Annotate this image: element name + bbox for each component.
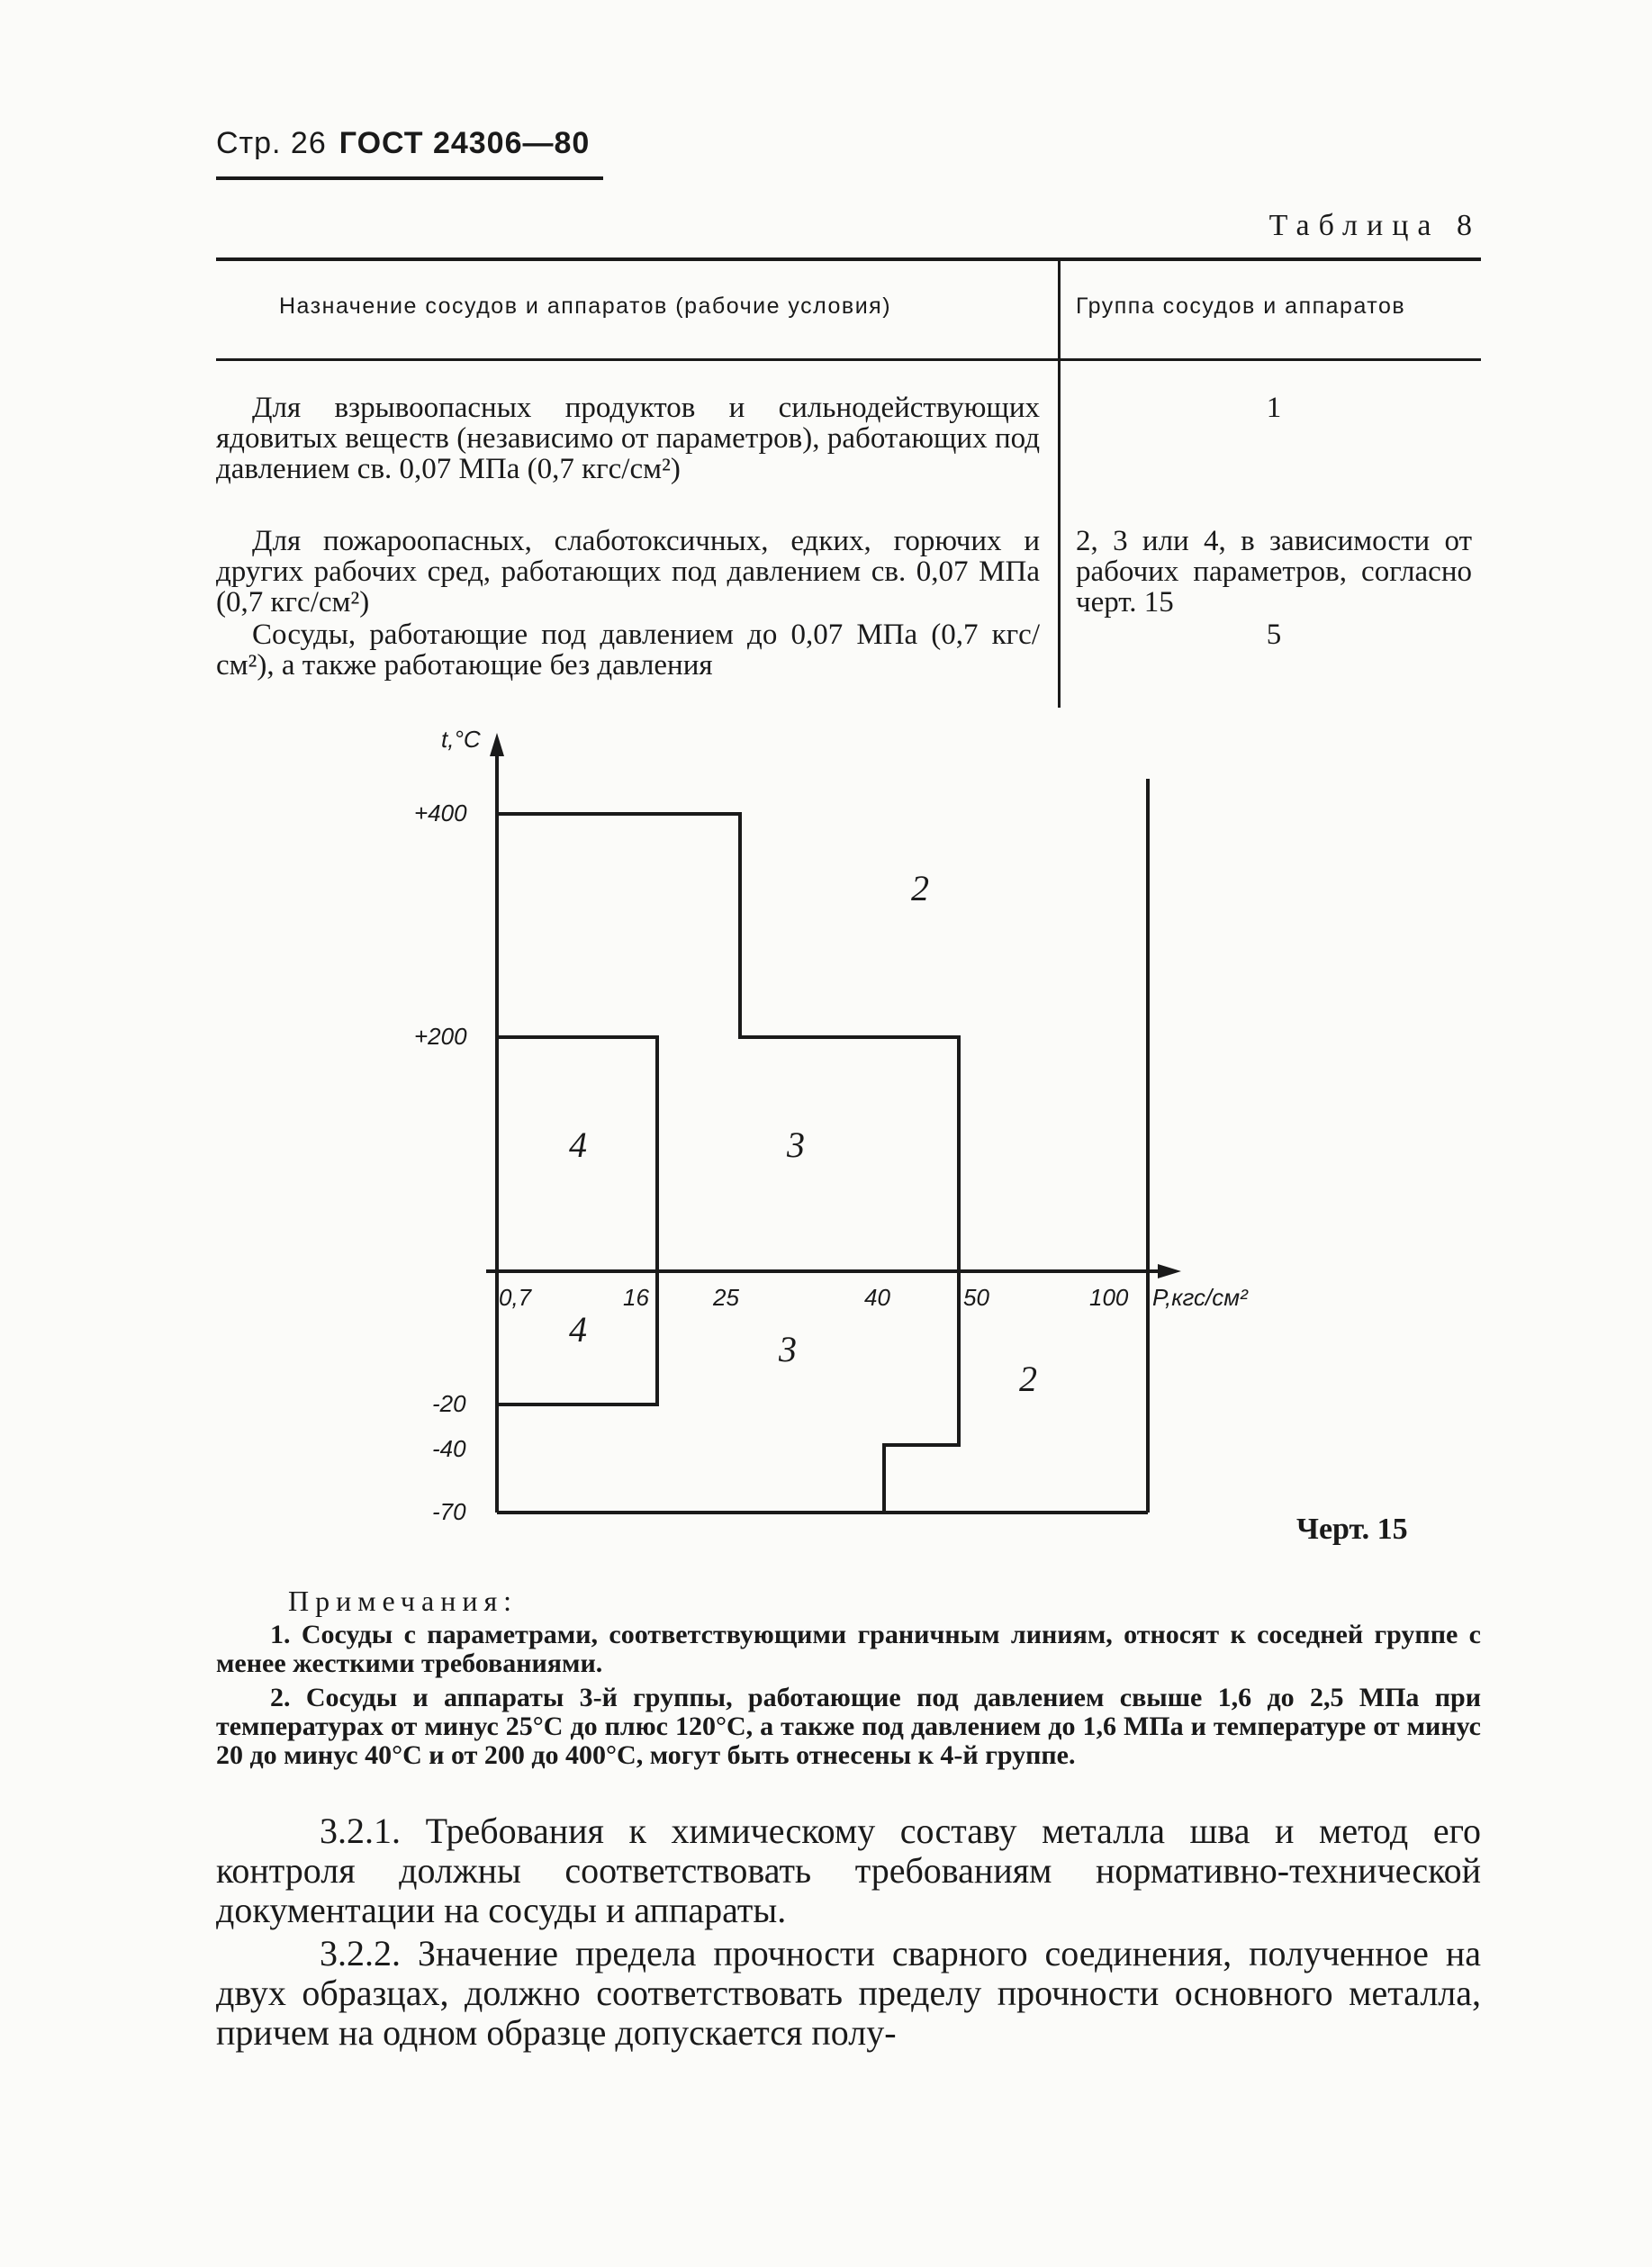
figure-caption: Черт. 15 (1296, 1513, 1408, 1546)
row-2-group: 2, 3 или 4, в зависимости от рабочих параметров, согласно черт. 15 (1076, 525, 1472, 619)
y-tick-minus-20: -20 (432, 1390, 466, 1417)
x-tick-0-7: 0,7 (499, 1284, 532, 1311)
row-3-group: 5 (1266, 619, 1282, 651)
note-1: 1. Сосуды с параметрами, соответствующими граничным линиям, относят к соседней группе с менее жесткими требованиями. (216, 1620, 1481, 1678)
y-axis-arrow (490, 733, 504, 756)
note-2: 2. Сосуды и аппараты 3-й группы, работающие под давлением свыше 1,6 до 2,5 МПа при температурах от минус 25°С до плюс 120°С, а также под давлением до 1,6 МПа и температуре от минус 20 до минус 40°С и от 200 до 400°С, могут быть отнесены к 4-й группе. (216, 1683, 1481, 1770)
row-3-purpose: Сосуды, работающие под давлением до 0,07 МПа (0,7 кгс/см²), а также работающие без давления (216, 619, 1040, 682)
paragraph-3-2-2: 3.2.2. Значение предела прочности сварного соединения, полученное на двух образцах, должно соответствовать пределу прочности основного металла, причем на одном образце допускается полу- (216, 1933, 1481, 2053)
standard-number: ГОСТ 24306—80 (339, 126, 591, 160)
header-rule (216, 176, 603, 180)
table-header-rule (216, 358, 1481, 361)
table-caption: Таблица 8 (1268, 209, 1481, 242)
region-4-lower: 4 (569, 1309, 587, 1350)
table-column-divider (1058, 257, 1061, 708)
column-header-group: Группа сосудов и аппаратов (1076, 294, 1406, 319)
x-tick-40: 40 (864, 1284, 890, 1311)
x-tick-50: 50 (963, 1284, 989, 1311)
row-2-purpose: Для пожароопасных, слаботоксичных, едких, горючих и других рабочих сред, работающих под давлением св. 0,07 МПа (0,7 кгс/см²) (216, 525, 1040, 619)
table-top-rule (216, 257, 1481, 261)
row-1-purpose: Для взрывоопасных продуктов и сильнодействующих ядовитых веществ (независимо от параметров), работающих под давлением св. 0,07 МПа (0,7 кгс/см²) (216, 392, 1040, 485)
row-1-group: 1 (1266, 392, 1282, 424)
paragraph-3-2-1: 3.2.1. Требования к химическому составу металла шва и метод его контроля должны соответствовать требованиям нормативно-технической документации на сосуды и аппараты. (216, 1811, 1481, 1930)
x-axis-label: P,кгс/см² (1152, 1284, 1248, 1311)
y-axis-label: t,°C (441, 726, 481, 753)
region-3-lower: 3 (779, 1329, 797, 1369)
pressure-temperature-diagram (396, 720, 1278, 1531)
region-2-lower: 2 (1019, 1359, 1037, 1399)
x-tick-25: 25 (713, 1284, 739, 1311)
page-header (216, 126, 590, 161)
x-tick-100: 100 (1089, 1284, 1129, 1311)
region-4-upper: 4 (569, 1124, 587, 1165)
x-tick-16: 16 (623, 1284, 649, 1311)
y-tick-200: +200 (414, 1023, 467, 1050)
boundary-group-2-3 (497, 814, 959, 1513)
y-tick-minus-70: -70 (432, 1498, 466, 1525)
y-tick-minus-40: -40 (432, 1435, 466, 1462)
notes-title: Примечания: (288, 1585, 519, 1617)
y-tick-400: +400 (414, 799, 467, 826)
region-3-upper: 3 (787, 1124, 805, 1165)
x-axis-arrow (1158, 1264, 1181, 1278)
column-header-purpose: Назначение сосудов и аппаратов (рабочие условия) (279, 294, 892, 319)
region-2-upper: 2 (911, 868, 929, 908)
table-8 (216, 257, 1481, 708)
page-number: Стр. 26 (216, 126, 327, 160)
